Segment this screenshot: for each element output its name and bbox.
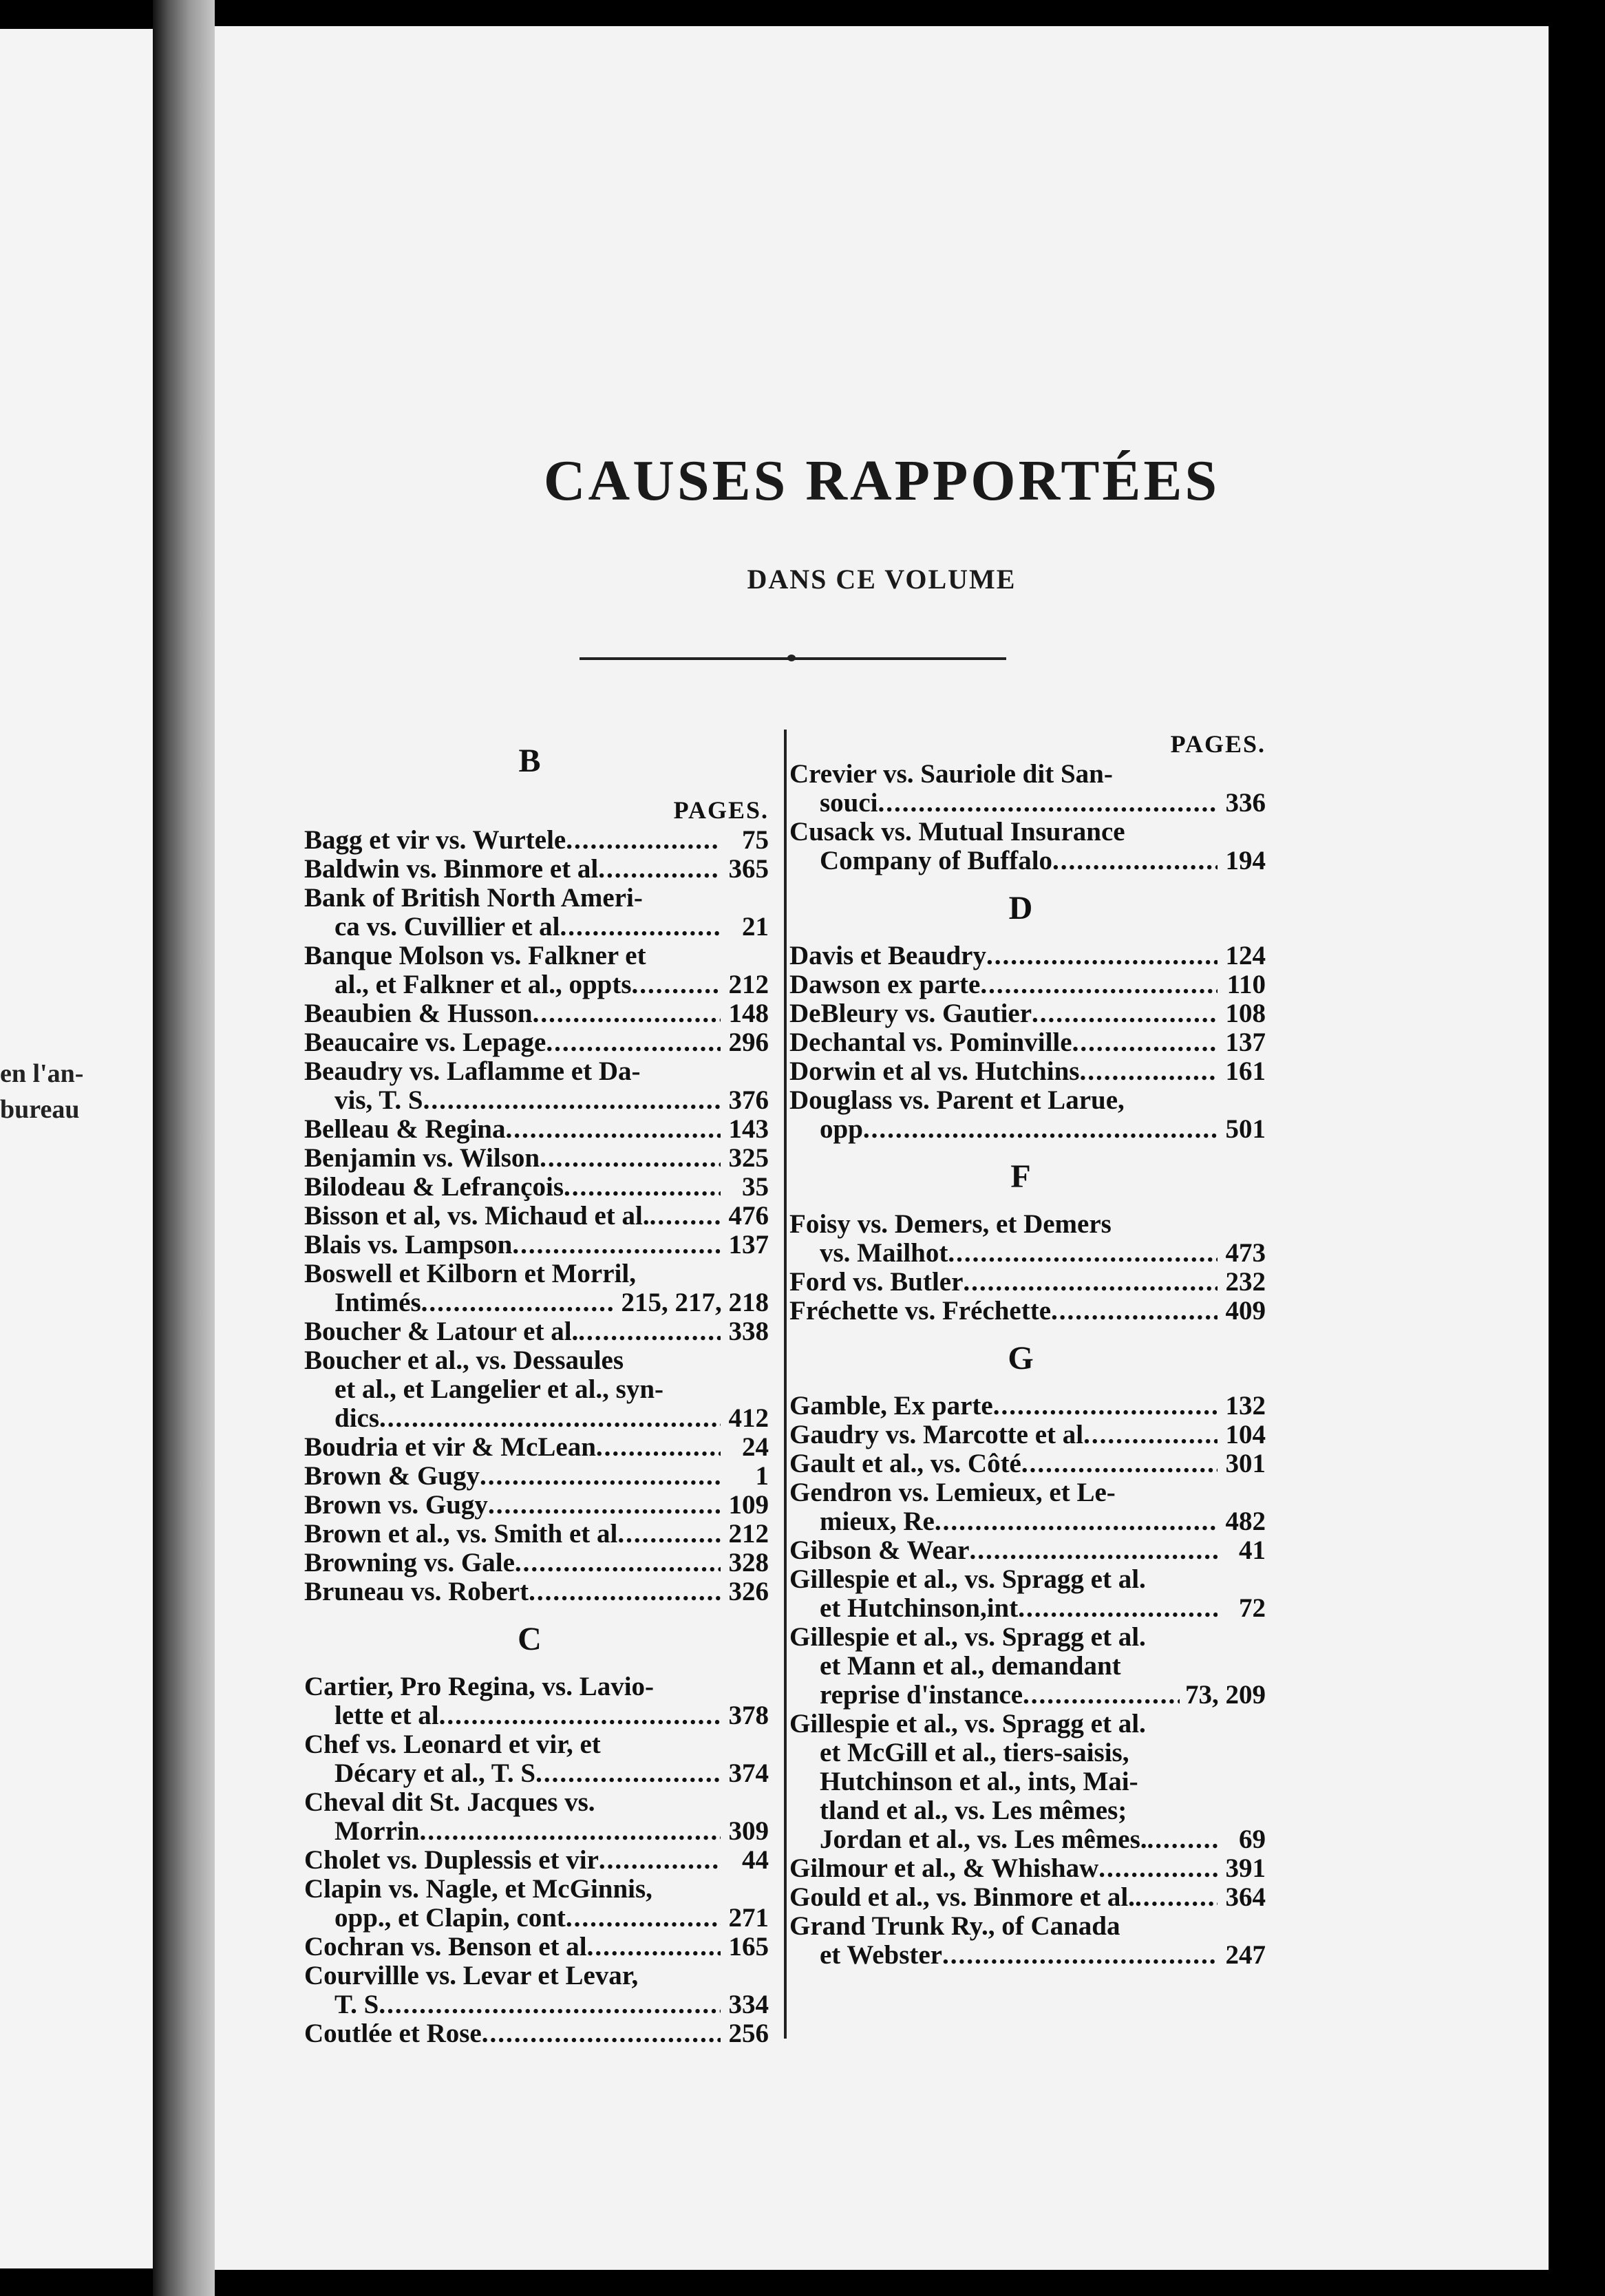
page-number: 212 bbox=[728, 1519, 769, 1549]
page-number: 35 bbox=[742, 1172, 769, 1202]
index-entry bbox=[304, 1672, 769, 1730]
index-entry bbox=[304, 942, 769, 999]
page-number: 194 bbox=[1225, 846, 1266, 875]
entry-text: Décary et al., T. S bbox=[334, 1758, 536, 1788]
page-number: 378 bbox=[728, 1701, 769, 1730]
index-entry bbox=[304, 1462, 769, 1491]
dot-leader bbox=[421, 1288, 616, 1317]
pages-label: PAGES. bbox=[1170, 730, 1266, 758]
page-number: 110 bbox=[1226, 970, 1266, 999]
entry-line bbox=[789, 1239, 1266, 1268]
entry-text: ca vs. Cuvillier et al bbox=[334, 912, 560, 942]
page-number: 161 bbox=[1225, 1056, 1266, 1086]
index-entry bbox=[304, 1202, 769, 1231]
entry-line bbox=[304, 1202, 769, 1231]
index-entry bbox=[304, 2019, 769, 2048]
dot-leader bbox=[379, 1990, 721, 2019]
entry-line bbox=[304, 1933, 769, 1962]
dot-leader bbox=[578, 1317, 721, 1346]
page-number: 137 bbox=[1225, 1028, 1266, 1057]
entry-line: et McGill et al., tiers-saisis, bbox=[820, 1738, 1129, 1767]
entry-text: al., et Falkner et al., oppts bbox=[334, 970, 632, 999]
page-number: 334 bbox=[728, 1990, 769, 2019]
page-number: 44 bbox=[742, 1845, 769, 1875]
page-number: 309 bbox=[728, 1816, 769, 1846]
entry-line bbox=[304, 826, 769, 855]
dot-leader bbox=[488, 1491, 721, 1520]
index-entry bbox=[789, 1297, 1266, 1326]
index-entry bbox=[304, 1231, 769, 1259]
entry-line bbox=[304, 1317, 769, 1346]
entry-line bbox=[304, 1231, 769, 1259]
page-number: 409 bbox=[1225, 1296, 1266, 1326]
section-letter: B bbox=[518, 743, 541, 779]
index-entry bbox=[789, 818, 1266, 875]
page-number: 104 bbox=[1225, 1420, 1266, 1449]
entry-line bbox=[789, 847, 1266, 875]
entry-line bbox=[304, 1549, 769, 1577]
index-page bbox=[215, 26, 1549, 2270]
index-entry bbox=[789, 1710, 1266, 1854]
dot-leader bbox=[540, 1144, 721, 1173]
entry-text: Boucher & Latour et al. bbox=[304, 1317, 579, 1346]
entry-line bbox=[304, 1701, 769, 1730]
index-entry bbox=[304, 1933, 769, 1962]
page-number: 108 bbox=[1225, 999, 1266, 1028]
entry-text: vis, T. S bbox=[334, 1085, 423, 1115]
dot-leader bbox=[1147, 1825, 1218, 1854]
left-column bbox=[304, 728, 769, 2048]
entry-line bbox=[789, 1421, 1266, 1449]
entry-text: Gamble, Ex parte bbox=[789, 1391, 993, 1421]
entry-text: Browning vs. Gale bbox=[304, 1548, 515, 1577]
entry-line bbox=[304, 1404, 769, 1433]
dot-leader bbox=[650, 1202, 721, 1231]
page-number: 374 bbox=[728, 1758, 769, 1788]
page-number: 232 bbox=[1225, 1267, 1266, 1297]
entry-line bbox=[789, 942, 1266, 970]
entry-line: Courvillle vs. Levar et Levar, bbox=[304, 1961, 639, 1990]
entry-line: Hutchinson et al., ints, Mai- bbox=[820, 1767, 1138, 1796]
index-entry bbox=[789, 999, 1266, 1028]
dot-leader bbox=[599, 1846, 721, 1875]
dot-leader bbox=[535, 1759, 721, 1788]
entry-line bbox=[304, 913, 769, 942]
title-rule-ornament bbox=[787, 655, 796, 661]
facing-page-edge bbox=[0, 29, 153, 2268]
entry-line: Gendron vs. Lemieux, et Le- bbox=[789, 1478, 1116, 1507]
dot-leader bbox=[993, 1392, 1218, 1421]
page-number: 247 bbox=[1225, 1940, 1266, 1970]
entry-line: Cartier, Pro Regina, vs. Lavio- bbox=[304, 1672, 655, 1701]
entry-line bbox=[304, 1759, 769, 1788]
dot-leader bbox=[423, 1086, 721, 1115]
page-number: 212 bbox=[728, 970, 769, 999]
dot-leader bbox=[482, 2019, 721, 2048]
entry-line bbox=[789, 1297, 1266, 1326]
entry-line bbox=[789, 1681, 1266, 1710]
entry-text: Bruneau vs. Robert bbox=[304, 1577, 529, 1606]
index-entry bbox=[789, 1883, 1266, 1912]
index-entry bbox=[789, 1912, 1266, 1970]
entry-text: Gaudry vs. Marcotte et al bbox=[789, 1420, 1084, 1449]
index-entry bbox=[789, 1392, 1266, 1421]
page-number: 482 bbox=[1225, 1507, 1266, 1536]
dot-leader bbox=[439, 1701, 721, 1730]
entry-line bbox=[789, 789, 1266, 818]
entry-line: Clapin vs. Nagle, et McGinnis, bbox=[304, 1874, 652, 1904]
dot-leader bbox=[546, 1028, 721, 1057]
page-number: 301 bbox=[1225, 1449, 1266, 1478]
entry-text: Brown & Gugy bbox=[304, 1461, 480, 1491]
page-number: 473 bbox=[1225, 1238, 1266, 1268]
entry-text: Bagg et vir vs. Wurtele bbox=[304, 825, 566, 855]
page-number: 376 bbox=[728, 1085, 769, 1115]
entry-line bbox=[304, 1173, 769, 1202]
page-number: 137 bbox=[728, 1230, 769, 1259]
section-letter: G bbox=[1008, 1340, 1034, 1376]
entry-line bbox=[304, 1115, 769, 1144]
entry-line bbox=[304, 1462, 769, 1491]
page-number: 501 bbox=[1225, 1114, 1266, 1144]
entry-text: Davis et Beaudry bbox=[789, 941, 986, 970]
entry-line bbox=[789, 1115, 1266, 1144]
index-entry bbox=[789, 1028, 1266, 1057]
index-entry bbox=[304, 1875, 769, 1933]
index-entry bbox=[304, 1549, 769, 1577]
entry-line: Grand Trunk Ry., of Canada bbox=[789, 1911, 1120, 1941]
entry-line bbox=[789, 1941, 1266, 1970]
index-entry bbox=[789, 1057, 1266, 1086]
entry-text: Jordan et al., vs. Les mêmes. bbox=[820, 1825, 1147, 1854]
book-gutter bbox=[153, 0, 215, 2296]
index-entry bbox=[304, 1577, 769, 1606]
entry-line bbox=[304, 1846, 769, 1875]
facing-page-text bbox=[0, 1056, 83, 1127]
entry-text: opp bbox=[820, 1114, 863, 1144]
entry-line: Boucher et al., vs. Dessaules bbox=[304, 1346, 624, 1375]
entry-text: T. S bbox=[334, 1990, 379, 2019]
entry-line bbox=[789, 1057, 1266, 1086]
entry-text: Boudria et vir & McLean bbox=[304, 1432, 596, 1462]
dot-leader bbox=[1098, 1854, 1218, 1883]
page-number: 109 bbox=[728, 1490, 769, 1520]
facing-page-line: en l'an- bbox=[0, 1059, 84, 1088]
entry-line: et Mann et al., demandant bbox=[820, 1651, 1121, 1681]
entry-text: Cholet vs. Duplessis et vir bbox=[304, 1845, 599, 1875]
page-number: 75 bbox=[742, 825, 769, 855]
index-entry bbox=[304, 826, 769, 855]
entry-line bbox=[304, 1288, 769, 1317]
entry-text: Dorwin et al vs. Hutchins bbox=[789, 1056, 1080, 1086]
index-entry bbox=[304, 1057, 769, 1115]
entry-text: mieux, Re bbox=[820, 1507, 935, 1536]
entry-text: vs. Mailhot bbox=[820, 1238, 948, 1268]
entry-line: Cheval dit St. Jacques vs. bbox=[304, 1787, 595, 1817]
page-number: 336 bbox=[1225, 788, 1266, 818]
index-entry bbox=[304, 884, 769, 942]
entry-text: dics bbox=[334, 1403, 380, 1433]
entry-text: Ford vs. Butler bbox=[789, 1267, 964, 1297]
index-entry bbox=[304, 1028, 769, 1057]
entry-text: Dechantal vs. Pominville bbox=[789, 1028, 1072, 1057]
entry-line bbox=[789, 1854, 1266, 1883]
entry-line: Crevier vs. Sauriole dit San- bbox=[789, 759, 1113, 789]
entry-line: Bank of British North Ameri- bbox=[304, 883, 643, 913]
index-entry bbox=[304, 1788, 769, 1846]
index-entry bbox=[789, 1449, 1266, 1478]
dot-leader bbox=[963, 1268, 1218, 1297]
index-entry bbox=[304, 1846, 769, 1875]
page-number: 365 bbox=[728, 854, 769, 884]
entry-text: Gilmour et al., & Whishaw bbox=[789, 1853, 1099, 1883]
entry-text: Belleau & Regina bbox=[304, 1114, 506, 1144]
page-number: 326 bbox=[728, 1577, 769, 1606]
entry-line bbox=[789, 1825, 1266, 1854]
section-letter: D bbox=[1008, 890, 1033, 926]
entry-line bbox=[304, 1520, 769, 1549]
entry-text: Beaucaire vs. Lepage bbox=[304, 1028, 546, 1057]
entry-line bbox=[789, 1449, 1266, 1478]
index-entry bbox=[304, 1317, 769, 1346]
page-number: 73, 209 bbox=[1185, 1680, 1266, 1710]
entry-line bbox=[304, 1086, 769, 1115]
index-entry bbox=[789, 1421, 1266, 1449]
entry-text: Intimés bbox=[334, 1288, 421, 1317]
entry-line bbox=[304, 1817, 769, 1846]
entry-text: Baldwin vs. Binmore et al bbox=[304, 854, 599, 884]
entry-line bbox=[789, 1268, 1266, 1297]
page-number: 215, 217, 218 bbox=[621, 1288, 769, 1317]
dot-leader bbox=[1072, 1028, 1218, 1057]
page-number: 24 bbox=[742, 1432, 769, 1462]
index-entry bbox=[789, 1268, 1266, 1297]
entry-line: Gillespie et al., vs. Spragg et al. bbox=[789, 1622, 1146, 1652]
index-entry bbox=[304, 999, 769, 1028]
page-number: 72 bbox=[1239, 1593, 1266, 1623]
entry-text: Gibson & Wear bbox=[789, 1535, 970, 1565]
entry-text: Brown vs. Gugy bbox=[304, 1490, 488, 1520]
page-number: 391 bbox=[1225, 1853, 1266, 1883]
index-entry bbox=[304, 1115, 769, 1144]
page-number: 143 bbox=[728, 1114, 769, 1144]
entry-line bbox=[304, 2019, 769, 2048]
dot-leader bbox=[1023, 1681, 1180, 1710]
dot-leader bbox=[1083, 1421, 1218, 1449]
index-entry bbox=[304, 1520, 769, 1549]
page-number: 165 bbox=[728, 1932, 769, 1962]
page-number: 476 bbox=[728, 1201, 769, 1231]
page-number: 325 bbox=[728, 1143, 769, 1173]
entry-text: reprise d'instance bbox=[820, 1680, 1023, 1710]
entry-line: Douglass vs. Parent et Larue, bbox=[789, 1085, 1125, 1115]
entry-line bbox=[789, 1883, 1266, 1912]
page-number: 1 bbox=[755, 1461, 769, 1491]
entry-text: Gould et al., vs. Binmore et al. bbox=[789, 1882, 1135, 1912]
dot-leader bbox=[632, 970, 721, 999]
right-column bbox=[789, 728, 1266, 1970]
dot-leader bbox=[515, 1549, 721, 1577]
entry-text: Cochran vs. Benson et al bbox=[304, 1932, 587, 1962]
page-number: 21 bbox=[742, 912, 769, 942]
entry-line bbox=[789, 1536, 1266, 1565]
dot-leader bbox=[969, 1536, 1218, 1565]
entry-line: et al., et Langelier et al., syn- bbox=[334, 1374, 664, 1404]
page-number: 338 bbox=[728, 1317, 769, 1346]
entry-text: Dawson ex parte bbox=[789, 970, 981, 999]
entry-line bbox=[304, 1904, 769, 1933]
dot-leader bbox=[863, 1115, 1218, 1144]
index-entry bbox=[789, 1854, 1266, 1883]
index-entry bbox=[304, 1730, 769, 1788]
column-divider bbox=[784, 730, 787, 2039]
page-number: 124 bbox=[1225, 941, 1266, 970]
page-number: 132 bbox=[1225, 1391, 1266, 1421]
entry-text: Morrin bbox=[334, 1816, 420, 1846]
index-entry bbox=[304, 855, 769, 884]
index-entry bbox=[789, 1623, 1266, 1710]
entry-text: lette et al bbox=[334, 1701, 439, 1730]
dot-leader bbox=[1052, 847, 1218, 875]
page-subtitle: DANS CE VOLUME bbox=[747, 564, 1017, 595]
dot-leader bbox=[1051, 1297, 1218, 1326]
dot-leader bbox=[419, 1817, 721, 1846]
entry-line: Gillespie et al., vs. Spragg et al. bbox=[789, 1564, 1146, 1594]
entry-line: Foisy vs. Demers, et Demers bbox=[789, 1209, 1112, 1239]
pages-label: PAGES. bbox=[673, 796, 769, 824]
dot-leader bbox=[587, 1933, 721, 1962]
index-entry bbox=[789, 942, 1266, 970]
entry-line bbox=[789, 1507, 1266, 1536]
entry-text: Bilodeau & Lefrançois bbox=[304, 1172, 564, 1202]
dot-leader bbox=[942, 1941, 1218, 1970]
entry-line: Cusack vs. Mutual Insurance bbox=[789, 817, 1125, 847]
index-entry bbox=[789, 1086, 1266, 1144]
entry-line: Chef vs. Leonard et vir, et bbox=[304, 1730, 601, 1759]
entry-line bbox=[304, 1577, 769, 1606]
dot-leader bbox=[1018, 1594, 1218, 1623]
entry-text: et Hutchinson,int bbox=[820, 1593, 1019, 1623]
dot-leader bbox=[505, 1115, 721, 1144]
dot-leader bbox=[564, 1173, 721, 1202]
dot-leader bbox=[512, 1231, 721, 1259]
entry-line bbox=[304, 970, 769, 999]
dot-leader bbox=[560, 913, 721, 942]
dot-leader bbox=[598, 855, 721, 884]
dot-leader bbox=[566, 1904, 721, 1933]
entry-text: Coutlée et Rose bbox=[304, 2019, 482, 2048]
dot-leader bbox=[935, 1507, 1218, 1536]
entry-line bbox=[304, 1144, 769, 1173]
index-entry bbox=[304, 1173, 769, 1202]
entry-text: DeBleury vs. Gautier bbox=[789, 999, 1032, 1028]
index-entry bbox=[304, 1433, 769, 1462]
entry-line bbox=[789, 999, 1266, 1028]
page-number: 328 bbox=[728, 1548, 769, 1577]
index-entry bbox=[789, 1210, 1266, 1268]
entry-text: Blais vs. Lampson bbox=[304, 1230, 513, 1259]
dot-leader bbox=[980, 970, 1218, 999]
entry-line bbox=[304, 1990, 769, 2019]
dot-leader bbox=[878, 789, 1218, 818]
page-number: 41 bbox=[1239, 1535, 1266, 1565]
dot-leader bbox=[533, 999, 721, 1028]
index-entry bbox=[304, 1491, 769, 1520]
entry-text: Gault et al., vs. Côté bbox=[789, 1449, 1021, 1478]
entry-text: Brown et al., vs. Smith et al bbox=[304, 1519, 618, 1549]
entry-line bbox=[789, 1028, 1266, 1057]
page-number: 364 bbox=[1225, 1882, 1266, 1912]
entry-line bbox=[304, 1028, 769, 1057]
page-number: 69 bbox=[1239, 1825, 1266, 1854]
entry-line: Beaudry vs. Laflamme et Da- bbox=[304, 1056, 641, 1086]
entry-text: Company of Buffalo bbox=[820, 846, 1053, 875]
page-title: CAUSES RAPPORTÉES bbox=[543, 449, 1220, 513]
index-entry bbox=[789, 760, 1266, 818]
dot-leader bbox=[986, 942, 1218, 970]
page-number: 256 bbox=[728, 2019, 769, 2048]
dot-leader bbox=[1079, 1057, 1218, 1086]
index-entry bbox=[789, 1536, 1266, 1565]
index-entry bbox=[789, 1565, 1266, 1623]
dot-leader bbox=[1135, 1883, 1218, 1912]
entry-text: Benjamin vs. Wilson bbox=[304, 1143, 540, 1173]
entry-text: Fréchette vs. Fréchette bbox=[789, 1296, 1052, 1326]
entry-line bbox=[304, 1491, 769, 1520]
index-entry bbox=[789, 1478, 1266, 1536]
section-letter: F bbox=[1010, 1158, 1031, 1195]
dot-leader bbox=[566, 826, 721, 855]
page-number: 271 bbox=[728, 1903, 769, 1933]
page-number: 412 bbox=[728, 1403, 769, 1433]
dot-leader bbox=[617, 1520, 721, 1549]
entry-text: souci bbox=[820, 788, 878, 818]
section-letter: C bbox=[518, 1621, 542, 1657]
entry-text: Beaubien & Husson bbox=[304, 999, 533, 1028]
dot-leader bbox=[480, 1462, 721, 1491]
entry-text: et Webster bbox=[820, 1940, 942, 1970]
entry-line: Gillespie et al., vs. Spragg et al. bbox=[789, 1709, 1146, 1739]
dot-leader bbox=[596, 1433, 721, 1462]
entry-line: Boswell et Kilborn et Morril, bbox=[304, 1259, 636, 1288]
page-number: 148 bbox=[728, 999, 769, 1028]
entry-text: opp., et Clapin, cont bbox=[334, 1903, 566, 1933]
index-entry bbox=[304, 1346, 769, 1433]
entry-text: Bisson et al, vs. Michaud et al. bbox=[304, 1201, 650, 1231]
entry-line: Banque Molson vs. Falkner et bbox=[304, 941, 646, 970]
page-number: 296 bbox=[728, 1028, 769, 1057]
index-entry bbox=[789, 970, 1266, 999]
dot-leader bbox=[379, 1404, 721, 1433]
entry-line bbox=[789, 1594, 1266, 1623]
entry-line: tland et al., vs. Les mêmes; bbox=[820, 1796, 1127, 1825]
index-entry bbox=[304, 1259, 769, 1317]
index-entry bbox=[304, 1962, 769, 2019]
dot-leader bbox=[1021, 1449, 1218, 1478]
entry-line bbox=[789, 1392, 1266, 1421]
facing-page-line: bureau bbox=[0, 1095, 80, 1124]
entry-line bbox=[304, 999, 769, 1028]
index-entry bbox=[304, 1144, 769, 1173]
dot-leader bbox=[948, 1239, 1218, 1268]
dot-leader bbox=[529, 1577, 721, 1606]
entry-line bbox=[304, 855, 769, 884]
dot-leader bbox=[1032, 999, 1218, 1028]
entry-line bbox=[304, 1433, 769, 1462]
entry-line bbox=[789, 970, 1266, 999]
